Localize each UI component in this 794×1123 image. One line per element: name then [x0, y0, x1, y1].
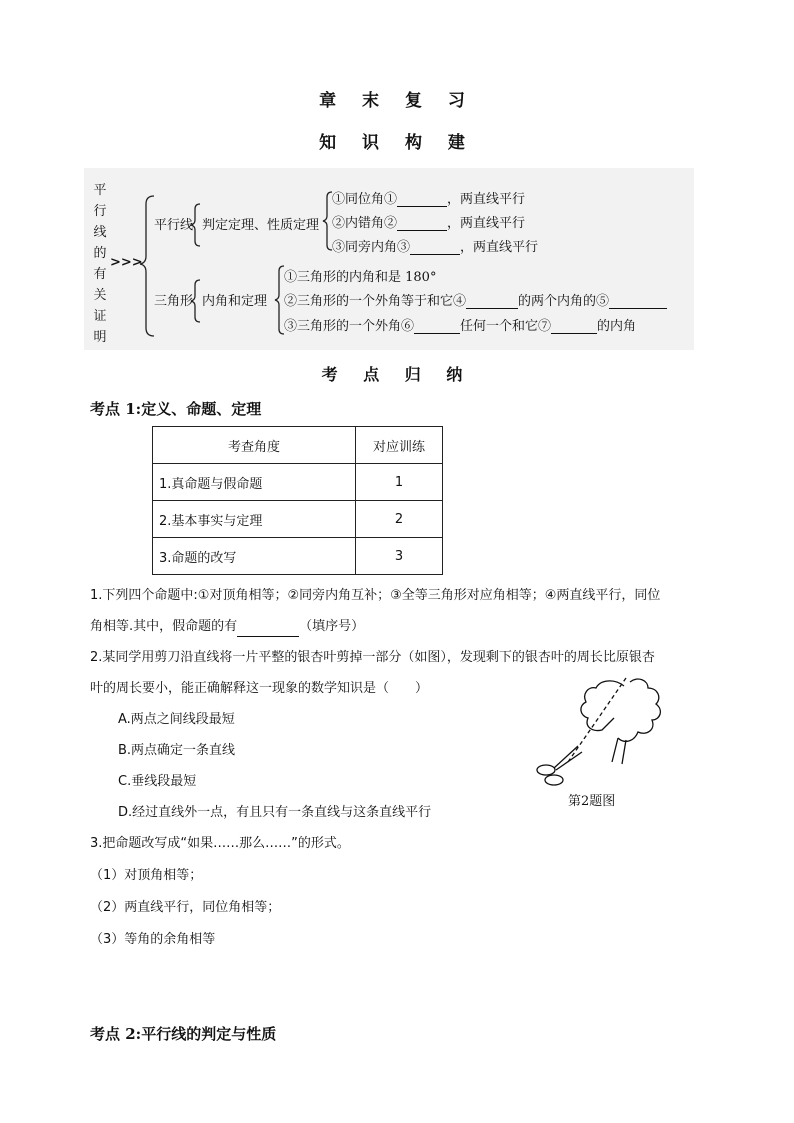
diagram-arrow: >>> — [110, 255, 143, 270]
question-3-stem: 3.把命题改写成“如果……那么……”的形式。 — [90, 836, 350, 851]
kaodian-1-heading: 考点 1:定义、命题、定理 — [90, 400, 262, 418]
question-2-line-2: 叶的周长要小，能正确解释这一现象的数学知识是（ ） — [90, 681, 429, 696]
table-row — [153, 501, 443, 538]
question-3-item-3: （3）等角的余角相等 — [90, 932, 216, 947]
answer-blank-3[interactable] — [410, 254, 460, 255]
option-b[interactable]: B.两点确定一条直线 — [118, 743, 236, 758]
option-c[interactable]: C.垂线段最短 — [118, 774, 197, 789]
triangle-label: 三角形 — [154, 294, 194, 309]
answer-blank-6[interactable] — [414, 333, 460, 334]
parallel-label: 平行线 — [154, 218, 194, 233]
table-cell: 3.命题的改写 — [153, 538, 356, 575]
triangle-item-3: ③三角形的一个外角⑥ 任何一个和它⑦ 的内角 — [284, 319, 637, 334]
question-1-line-2: 角相等.其中，假命题的有 （填序号） — [90, 617, 364, 637]
table-header: 对应训练 — [356, 427, 443, 464]
parallel-item-3: ③同旁内角③ ，两直线平行 — [332, 240, 539, 255]
table-cell: 2.基本事实与定理 — [153, 501, 356, 538]
figure-caption: 第2题图 — [568, 794, 616, 809]
table-cell: 3 — [356, 538, 443, 575]
diagram-vertical-title: 平 行 线 的 有 关 证 明 — [93, 183, 107, 345]
question-3-item-1: （1）对顶角相等； — [90, 868, 203, 883]
page-title: 章 末 复 习 — [319, 91, 475, 111]
question-2-line-1: 2.某同学用剪刀沿直线将一片平整的银杏叶剪掉一部分（如图），发现剩下的银杏叶的周长比原银杏 — [90, 650, 655, 665]
answer-blank-2[interactable] — [397, 230, 447, 231]
parallel-method: 判定定理、性质定理 — [202, 218, 320, 233]
triangle-item-1: ①三角形的内角和是 180° — [284, 270, 437, 285]
table-cell: 1.真命题与假命题 — [153, 464, 356, 501]
table-cell: 2 — [356, 501, 443, 538]
parallel-item-1: ①同位角① ，两直线平行 — [332, 192, 526, 207]
table-header-row — [153, 427, 443, 464]
option-a[interactable]: A.两点之间线段最短 — [118, 712, 235, 727]
question-3-item-2: （2）两直线平行，同位角相等； — [90, 900, 281, 915]
answer-blank-5[interactable] — [609, 308, 667, 309]
table-row — [153, 538, 443, 575]
table-cell: 1 — [356, 464, 443, 501]
table-row — [153, 464, 443, 501]
kaodian-2-heading: 考点 2:平行线的判定与性质 — [90, 1025, 277, 1043]
knowledge-diagram — [84, 168, 694, 350]
answer-blank-7[interactable] — [551, 333, 597, 334]
parallel-item-2: ②内错角② ，两直线平行 — [332, 216, 526, 231]
question-1-line-1: 1.下列四个命题中:①对顶角相等；②同旁内角互补；③全等三角形对应角相等；④两直线平行，同位 — [90, 588, 661, 603]
page-subtitle: 知 识 构 建 — [319, 133, 475, 153]
triangle-method: 内角和定理 — [202, 294, 268, 309]
question-1-answer-blank[interactable] — [237, 636, 299, 637]
answer-blank-1[interactable] — [397, 206, 447, 207]
table-header: 考查角度 — [153, 427, 356, 464]
answer-blank-4[interactable] — [466, 308, 518, 309]
section-heading: 考 点 归 纳 — [321, 365, 473, 384]
option-d[interactable]: D.经过直线外一点，有且只有一条直线与这条直线平行 — [118, 805, 432, 820]
ginkgo-scissors-figure — [526, 672, 676, 790]
training-table — [152, 426, 443, 575]
triangle-item-2: ②三角形的一个外角等于和它④ 的两个内角的⑤ — [284, 290, 667, 309]
